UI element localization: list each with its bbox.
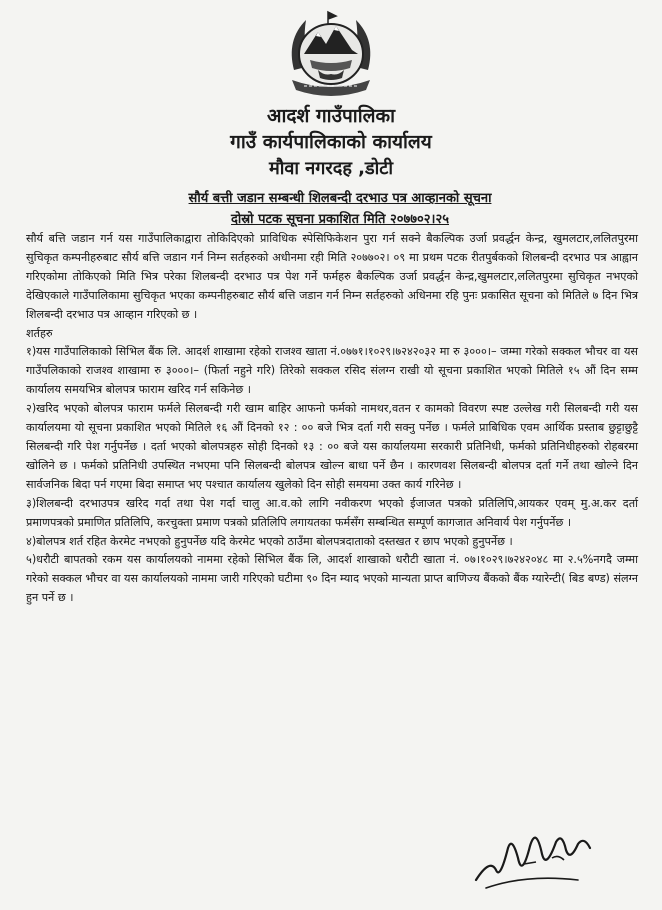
notice-body xyxy=(26,230,638,608)
municipality-name: आदर्श गाउँपालिका xyxy=(266,105,396,127)
notice-publish-date: दोस्रो पटक सूचना प्रकाशित मिति २०७७०२।२५ xyxy=(230,212,450,227)
notice-title: सौर्य बत्ती जडान सम्बन्धी शिलबन्दी दरभाउ पत्र आव्हानको सूचना xyxy=(188,191,492,206)
signature-mark xyxy=(466,818,606,898)
condition-item: २)खरिद भएको बोलपत्र फाराम फर्मले सिलबन्दी गरी खाम बाहिर आफनो फर्मको नामथर,वतन र कामको विवरण स्पष्ट उल्लेख गरी सिलबन्दी गरी यस कार्यालयमा यो सूचना प्रकाशित भएको मितिले १६ औं दिनको १२ : ०० बजे भित्र दर्ता गरी सक्नु पर्नेछ । फर्मले प्राबिधिक एवम आर्थिक प्रस्ताब छुट्टाछुट्टै सिलबन्दी गरि पेश गर्नुपर्नेछ । दर्ता भएको बोलपत्रहरु सोही दिनको १३ : ०० बजे यस कार्यालयमा सरकारी प्रतिनिधी, फर्मको प्रतिनिधीहरुको रोहबरमा खोलिने छ । फर्मको प्रतिनिधी उपस्थित नभएमा पनि सिलबन्दी बोलपत्र खोल्न बाधा पर्ने छैन । कारणवश सिलबन्दी बोलपत्र दर्ता गर्ने तथा खोल्ने दिन सार्वजनिक बिदा पर्न गएमा बिदा समाप्त भए पश्चात कार्यालय खुलेको दिन सोही समयमा उक्त कार्य गरिनेछ । xyxy=(26,402,638,491)
condition-item: ५)धरौटी बापतको रकम यस कार्यालयको नाममा रहेको सिभिल बैंक लि, आदर्श शाखाको धरौटी खाता नं. ०७।१०२९।७२४२०४८ मा २.५%नगदै जम्मा गरेको सक्कल भौचर वा यस कार्यालयको नाममा जारी गरिएको घटीमा ९० दिन म्याद भएको मान्यता प्राप्त बाणिज्य बैंकको बैंक ग्यारेन्टी( बिड बण्ड) संलग्न हुन पर्ने छ । xyxy=(26,553,638,605)
nepal-government-emblem-icon xyxy=(282,10,380,98)
office-address: मौवा नगरदह ,डोटी xyxy=(268,158,394,179)
conditions-heading: शर्तहरु xyxy=(26,326,53,340)
condition-item: १)यस गाउँपालिकाको सिभिल बैंक लि. आदर्श शाखामा रहेको राजश्व खाता नं.०७७१।१०२९।७२४२०३२ मा रु ३०००।– जम्मा गरेको सक्कल भौचर वा यस गाउँपलिकाको राजश्व शाखामा रु ३०००।– (फिर्ता नहुने गरि) तिरेको सक्कल रसिद संलग्न राखी यो सूचना प्रकाशित भएको मितिले १५ औं दिन सम्म कार्यालय समयभित्र बोलपत्र फाराम खरिद गर्न सकिनेछ । xyxy=(26,345,638,397)
office-name: गाउँ कार्यपालिकाको कार्यालय xyxy=(230,131,432,153)
intro-paragraph: सौर्य बत्ति जडान गर्न यस गाउँपालिकाद्वारा तोकिदिएको प्राविधिक स्पेसिफिकेशन पुरा गर्न सक्ने बैकल्पिक उर्जा प्रवर्द्धन केन्द्र, खुमलटार,ललितपुरमा सुचिकृत कम्पनीहरुबाट सौर्य बत्ति जडान गर्न निम्न सर्तहरुको अधीनमा रही मिति २०७७०२। ०९ मा प्रथम पटक रीतपुर्बकको शिलबन्दी दरभाउ पत्र आह्वान गरिएकोमा तोकिएको मिति भित्र परेका शिलबन्दी दरभाउ पत्र पेश गर्ने फर्महरु बैकल्पिक उर्जा प्रवर्द्धन केन्द्र,खुमलटार,ललितपुरमा सुचिकृत नभएको देखिएकाले गाउँपालिकामा सुचिकृत भएका कम्पनीहरुबाट सौर्य बत्ति जडान गर्न निम्न सर्तहरुको अधिनमा रहि पुनः प्रकासित सूचना को मितिले ७ दिन भित्र शिलबन्दी दरभाउ पत्र आव्हान गरिएको छ । xyxy=(26,232,638,321)
condition-item: ३)शिलबन्दी दरभाउपत्र खरिद गर्दा तथा पेश गर्दा चालु आ.व.को लागि नवीकरण भएको ईजाजत पत्रको प्रतिलिपि,आयकर एवम् मु.अ.कर दर्ता प्रमाणपत्रको प्रमाणित प्रतिलिपि, करचुक्ता प्रमाण पत्रको प्रतिलिपि लगायतका फर्मसँग सम्बन्धित सम्पूर्ण कागजात अनिवार्य पेश गर्नुपर्नेछ । xyxy=(26,496,638,529)
condition-item: ४)बोलपत्र शर्त रहित केरमेट नभएको हुनुपर्नेछ यदि केरमेट भएको ठाउँमा बोलपत्रदाताको दस्तखत र छाप भएको हुनुपर्नेछ । xyxy=(26,534,513,548)
